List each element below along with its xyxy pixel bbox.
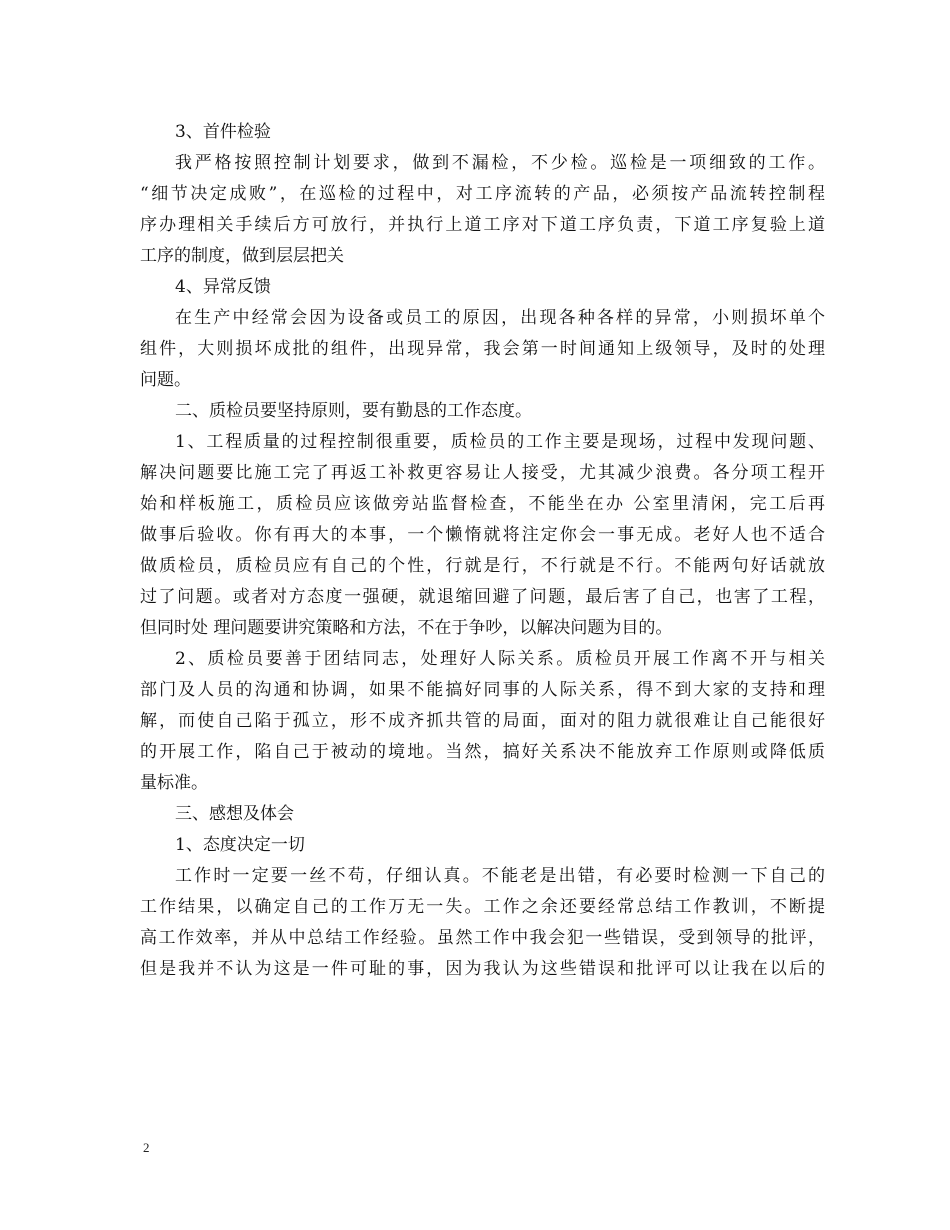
subheading-attitude: 1、态度决定一切 xyxy=(175,835,305,855)
paragraph-line: 工作结果，以确定自己的工作万无一失。工作之余还要经常总结工作教训，不断提 xyxy=(140,897,825,917)
paragraph-line: 始和样板施工，质检员应该做旁站监督检查，不能坐在办 公室里清闲，完工后再 xyxy=(140,494,825,514)
paragraph-line: 的开展工作，陷自己于被动的境地。当然，搞好关系决不能放弃工作原则或降低质 xyxy=(140,742,825,762)
paragraph-line: 序办理相关手续后方可放行，并执行上道工序对下道工序负责，下道工序复验上道 xyxy=(140,215,825,235)
paragraph-line: 问题。 xyxy=(140,370,191,390)
subheading-first-article-inspection: 3、首件检验 xyxy=(175,122,271,142)
paragraph-line: 做质检员，质检员应有自己的个性，行就是行，不行就是不行。不能两句好话就放 xyxy=(140,556,825,576)
paragraph-line: 1、工程质量的过程控制很重要，质检员的工作主要是现场，过程中发现问题、 xyxy=(175,432,825,452)
paragraph-line: 工作时一定要一丝不苟，仔细认真。不能老是出错，有必要时检测一下自己的 xyxy=(175,866,825,886)
paragraph-line: 解，而使自己陷于孤立，形不成齐抓共管的局面，面对的阻力就很难让自己能很好 xyxy=(140,711,825,731)
paragraph-line: 我严格按照控制计划要求，做到不漏检，不少检。巡检是一项细致的工作。 xyxy=(175,153,825,173)
paragraph-line: 解决问题要比施工完了再返工补救更容易让人接受，尤其减少浪费。各分项工程开 xyxy=(140,463,825,483)
paragraph-line: 过了问题。或者对方态度一强硬，就退缩回避了问题，最后害了自己，也害了工程， xyxy=(140,587,825,607)
paragraph-line: 量标准。 xyxy=(140,773,208,793)
paragraph-line: 工序的制度，做到层层把关 xyxy=(140,246,344,266)
page-number: 2 xyxy=(143,1140,150,1155)
paragraph-line: 2、质检员要善于团结同志，处理好人际关系。质检员开展工作离不开与相关 xyxy=(175,649,825,669)
paragraph-line: 高工作效率，并从中总结工作经验。虽然工作中我会犯一些错误，受到领导的批评， xyxy=(140,928,825,948)
body-text xyxy=(140,117,825,985)
subheading-abnormal-feedback: 4、异常反馈 xyxy=(175,277,271,297)
paragraph-line: “细节决定成败”，在巡检的过程中，对工序流转的产品，必须按产品流转控制程 xyxy=(140,184,825,204)
section-heading-reflections: 三、感想及体会 xyxy=(175,804,294,824)
paragraph-line: 做事后验收。你有再大的本事，一个懒惰就将注定你会一事无成。老好人也不适合 xyxy=(140,525,825,545)
paragraph-line: 但同时处 理问题要讲究策略和方法，不在于争吵，以解决问题为目的。 xyxy=(140,618,673,638)
section-heading-principles: 二、质检员要坚持原则，要有勤恳的工作态度。 xyxy=(175,401,532,421)
paragraph-line: 组件，大则损坏成批的组件，出现异常，我会第一时间通知上级领导，及时的处理 xyxy=(140,339,825,359)
paragraph-line: 但是我并不认为这是一件可耻的事，因为我认为这些错误和批评可以让我在以后的 xyxy=(140,959,825,979)
paragraph-line: 部门及人员的沟通和协调，如果不能搞好同事的人际关系，得不到大家的支持和理 xyxy=(140,680,825,700)
paragraph-line: 在生产中经常会因为设备或员工的原因，出现各种各样的异常，小则损坏单个 xyxy=(175,308,825,328)
